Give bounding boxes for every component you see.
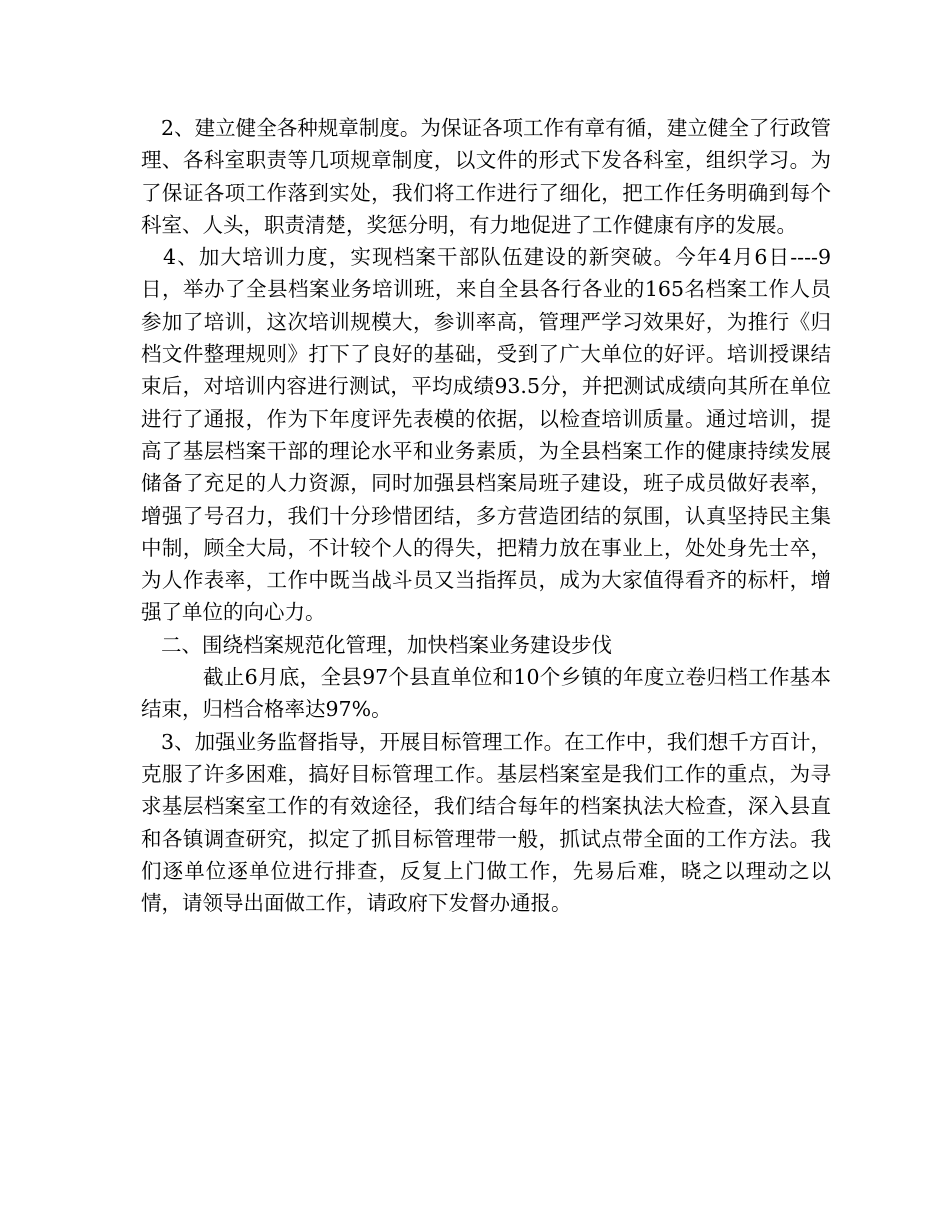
paragraph-filing-status: 截止6月底，全县97个县直单位和10个乡镇的年度立卷归档工作基本结束，归档合格率达97%。 xyxy=(141,665,831,722)
paragraph-supervision: 3、加强业务监督指导，开展目标管理工作。在工作中，我们想千方百计，克服了许多困难，搞好目标管理工作。基层档案室是我们工作的重点，为寻求基层档案室工作的有效途径，我们结合每年的档案执法大检查，深入县直和各镇调查研究，拟定了抓目标管理带一般，抓试点带全面的工作方法。我们逐单位逐单位进行排查，反复上门做工作，先易后难，晓之以理动之以情，请领导出面做工作，请政府下发督办通报。 xyxy=(141,729,831,916)
paragraph-regulations: 2、建立健全各种规章制度。为保证各项工作有章有循，建立健全了行政管理、各科室职责等几项规章制度，以文件的形式下发各科室，组织学习。为了保证各项工作落到实处，我们将工作进行了细化，把工作任务明确到每个科室、人头，职责清楚，奖惩分明，有力地促进了工作健康有序的发展。 xyxy=(141,116,831,237)
section-heading-archive-management: 二、围绕档案规范化管理，加快档案业务建设步伐 xyxy=(161,632,612,657)
paragraph-training: 4、加大培训力度，实现档案干部队伍建设的新突破。今年4月6日----9日，举办了全县档案业务培训班，来自全县各行各业的165名档案工作人员参加了培训，这次培训规模大，参训率高，管理严学习效果好，为推行《归档文件整理规则》打下了良好的基础，受到了广大单位的好评。培训授课结束后，对培训内容进行测试，平均成绩93.5分，并把测试成绩向其所在单位进行了通报，作为下年度评先表模的依据，以检查培训质量。通过培训，提高了基层档案干部的理论水平和业务素质，为全县档案工作的健康持续发展储备了充足的人力资源，同时加强县档案局班子建设，班子成员做好表率，增强了号召力，我们十分珍惜团结，多方营造团结的氛围，认真坚持民主集中制，顾全大局，不计较个人的得失，把精力放在事业上，处处身先士卒，为人作表率，工作中既当战斗员又当指挥员，成为大家值得看齐的标杆，增强了单位的向心力。 xyxy=(141,245,831,625)
document-body xyxy=(141,112,831,919)
